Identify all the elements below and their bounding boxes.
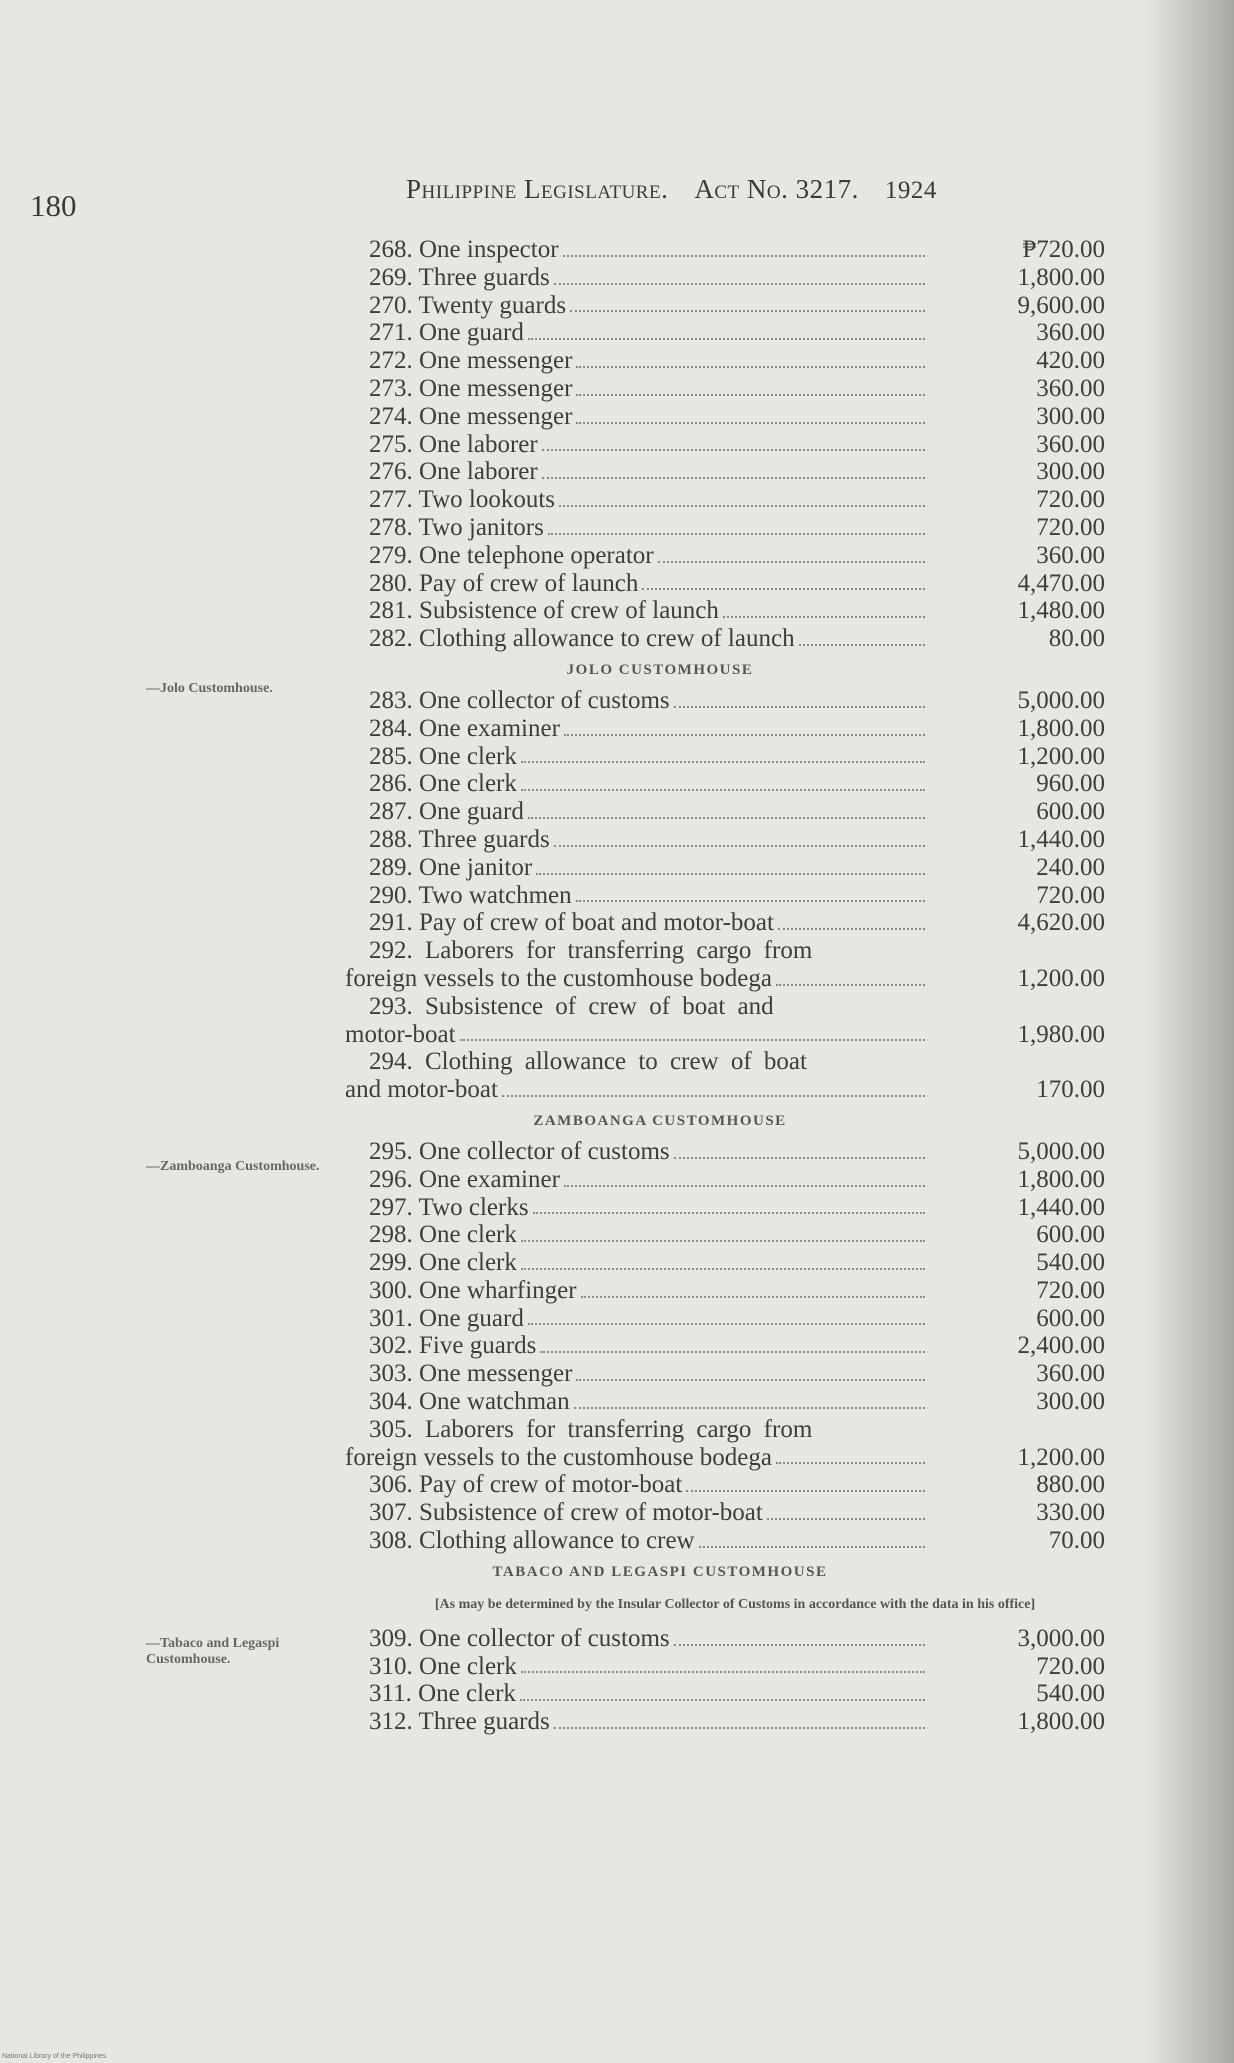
line-item <box>345 687 1125 715</box>
line-item-amount: 4,470.00 <box>1017 569 1105 597</box>
leader-dots <box>723 616 925 618</box>
line-item-label: 278. Two janitors <box>369 513 544 541</box>
leader-dots <box>542 449 925 451</box>
line-item-amount: 170.00 <box>1036 1076 1105 1104</box>
line-item-label: 296. One examiner <box>369 1165 560 1193</box>
line-item <box>345 798 1125 826</box>
line-item-label: 279. One telephone operator <box>369 541 654 569</box>
line-item-label: 271. One guard <box>369 319 524 347</box>
line-item <box>345 1305 1125 1333</box>
line-item-amount: 360.00 <box>1036 319 1105 347</box>
line-item-label: 283. One collector of customs <box>369 686 670 714</box>
section-title: TABACO AND LEGASPI CUSTOMHOUSE <box>492 1563 828 1580</box>
line-item-amount: 1,800.00 <box>1017 263 1105 291</box>
leader-dots <box>559 505 925 507</box>
line-item <box>345 597 1125 625</box>
line-item-label: 294. Clothing allowance to crew of boat <box>369 1048 807 1076</box>
line-item <box>345 1680 1125 1708</box>
line-item-amount: 1,440.00 <box>1017 825 1105 853</box>
line-item <box>345 1653 1125 1681</box>
header-act: Act No. 3217. <box>694 174 859 204</box>
leader-dots <box>460 1039 925 1041</box>
line-item-amount: 360.00 <box>1036 430 1105 458</box>
leader-dots <box>548 533 925 535</box>
leader-dots <box>576 422 925 424</box>
line-item <box>345 1221 1125 1249</box>
line-item-label: 286. One clerk <box>369 770 517 798</box>
line-item <box>345 1332 1125 1360</box>
line-item-amount: 720.00 <box>1036 1652 1105 1680</box>
leader-dots <box>767 1518 925 1520</box>
line-item-label: 312. Three guards <box>369 1708 550 1736</box>
section-title: ZAMBOANGA CUSTOMHOUSE <box>533 1112 787 1129</box>
line-item-amount: 360.00 <box>1036 1360 1105 1388</box>
line-item-label: 306. Pay of crew of motor-boat <box>369 1471 683 1499</box>
line-item-label: 280. Pay of crew of launch <box>369 569 639 597</box>
line-item-amount: 540.00 <box>1036 1680 1105 1708</box>
line-item-label-continued: foreign vessels to the customhouse bodega <box>345 1443 772 1471</box>
line-item-label: 309. One collector of customs <box>369 1624 670 1652</box>
page-edge-shadow <box>1144 0 1234 2063</box>
leader-dots <box>554 1727 925 1729</box>
line-item-label: 305. Laborers for transferring cargo from <box>369 1415 813 1443</box>
line-item-label: 293. Subsistence of crew of boat and <box>369 992 774 1020</box>
line-item <box>345 882 1125 910</box>
line-item-amount: 1,200.00 <box>1017 1443 1105 1471</box>
margin-note-jolo: —Jolo Customhouse. <box>146 681 273 696</box>
line-item-amount: 1,440.00 <box>1017 1193 1105 1221</box>
leader-dots <box>521 1671 925 1673</box>
line-item <box>345 458 1125 486</box>
line-item <box>345 1194 1125 1222</box>
line-item-label-continued: and motor-boat <box>345 1076 498 1104</box>
line-item <box>345 1388 1125 1416</box>
line-item-continued <box>345 1076 1125 1104</box>
line-item-amount: 300.00 <box>1036 1388 1105 1416</box>
line-item <box>345 1360 1125 1388</box>
line-item-label: 300. One wharfinger <box>369 1276 577 1304</box>
line-item-amount: 70.00 <box>1048 1527 1105 1555</box>
leader-dots <box>674 706 925 708</box>
leader-dots <box>778 928 925 930</box>
line-item <box>345 1471 1125 1499</box>
leader-dots <box>520 1699 925 1701</box>
appropriation-list <box>345 236 1125 1736</box>
line-item-continued <box>345 965 1125 993</box>
line-item-label: 303. One messenger <box>369 1360 573 1388</box>
line-item-label: 291. Pay of crew of boat and motor-boat <box>369 909 774 937</box>
leader-dots <box>674 1157 925 1159</box>
leader-dots <box>642 588 925 590</box>
line-item <box>345 1277 1125 1305</box>
leader-dots <box>554 845 925 847</box>
line-item <box>345 236 1125 264</box>
line-item-label: 281. Subsistence of crew of launch <box>369 597 719 625</box>
margin-note-tabaco: —Tabaco and Legaspi Customhouse. <box>146 1636 280 1667</box>
line-item-amount: 600.00 <box>1036 1221 1105 1249</box>
leader-dots <box>699 1546 925 1548</box>
leader-dots <box>528 338 925 340</box>
line-item-amount: 1,200.00 <box>1017 964 1105 992</box>
line-item-amount: 80.00 <box>1048 625 1105 653</box>
line-item-label-continued: foreign vessels to the customhouse bodega <box>345 964 772 992</box>
line-item <box>345 937 1125 965</box>
line-item-amount: 330.00 <box>1036 1499 1105 1527</box>
leader-dots <box>540 1351 925 1353</box>
line-item-amount: 5,000.00 <box>1017 1137 1105 1165</box>
line-item-label: 290. Two watchmen <box>369 881 572 909</box>
line-item-amount: 360.00 <box>1036 374 1105 402</box>
line-item <box>345 375 1125 403</box>
margin-note-zamboanga: —Zamboanga Customhouse. <box>146 1159 320 1174</box>
line-item <box>345 292 1125 320</box>
line-item-amount: 9,600.00 <box>1017 291 1105 319</box>
line-item-label: 274. One messenger <box>369 402 573 430</box>
line-item-amount: 960.00 <box>1036 770 1105 798</box>
line-item-amount: 240.00 <box>1036 853 1105 881</box>
leader-dots <box>528 817 925 819</box>
line-item-amount: 720.00 <box>1036 513 1105 541</box>
line-item-label: 269. Three guards <box>369 263 550 291</box>
line-item-label: 272. One messenger <box>369 347 573 375</box>
line-item-amount: 880.00 <box>1036 1471 1105 1499</box>
line-item <box>345 1249 1125 1277</box>
line-item-amount: 1,200.00 <box>1017 742 1105 770</box>
leader-dots <box>776 984 925 986</box>
line-item-amount: 1,800.00 <box>1017 714 1105 742</box>
leader-dots <box>536 873 925 875</box>
line-item-label: 299. One clerk <box>369 1249 517 1277</box>
line-item-amount: 3,000.00 <box>1017 1624 1105 1652</box>
line-item-label: 275. One laborer <box>369 430 538 458</box>
line-item-label: 307. Subsistence of crew of motor-boat <box>369 1499 763 1527</box>
leader-dots <box>521 761 925 763</box>
line-item-label: 270. Twenty guards <box>369 291 567 319</box>
leader-dots <box>521 789 925 791</box>
line-item-label: 292. Laborers for transferring cargo from <box>369 937 813 965</box>
line-item <box>345 542 1125 570</box>
section-title: JOLO CUSTOMHOUSE <box>566 661 754 678</box>
leader-dots <box>564 734 925 736</box>
leader-dots <box>581 1296 925 1298</box>
footer-credit: National Library of the Philippines <box>2 2053 107 2060</box>
leader-dots <box>563 255 925 257</box>
line-item-amount: 720.00 <box>1036 486 1105 514</box>
line-item <box>345 1048 1125 1076</box>
line-item <box>345 826 1125 854</box>
line-item <box>345 1527 1125 1555</box>
leader-dots <box>521 1268 925 1270</box>
line-item <box>345 570 1125 598</box>
line-item <box>345 514 1125 542</box>
leader-dots <box>799 644 925 646</box>
line-item-label: 268. One inspector <box>369 236 559 263</box>
line-item-label: 276. One laborer <box>369 458 538 486</box>
line-item <box>345 909 1125 937</box>
line-item-label: 310. One clerk <box>369 1652 517 1680</box>
line-item-label: 277. Two lookouts <box>369 486 555 514</box>
line-item <box>345 743 1125 771</box>
line-item-amount: 600.00 <box>1036 798 1105 826</box>
line-item-amount: 2,400.00 <box>1017 1332 1105 1360</box>
line-item <box>345 1138 1125 1166</box>
line-item <box>345 264 1125 292</box>
line-item-label: 304. One watchman <box>369 1388 570 1416</box>
line-item-amount: 300.00 <box>1036 402 1105 430</box>
line-item-label: 302. Five guards <box>369 1332 537 1360</box>
leader-dots <box>570 310 925 312</box>
line-item-amount: 5,000.00 <box>1017 686 1105 714</box>
page-number: 180 <box>30 188 77 223</box>
leader-dots <box>533 1212 925 1214</box>
line-item-amount: 1,800.00 <box>1017 1165 1105 1193</box>
line-item <box>345 431 1125 459</box>
line-item-amount: 1,800.00 <box>1017 1708 1105 1736</box>
line-item-amount: 4,620.00 <box>1017 909 1105 937</box>
line-item <box>345 1416 1125 1444</box>
header-legislature: Philippine Legislature. <box>406 174 669 204</box>
line-item-label: 287. One guard <box>369 798 524 826</box>
leader-dots <box>564 1185 925 1187</box>
line-item-label: 301. One guard <box>369 1304 524 1332</box>
line-item-label: 282. Clothing allowance to crew of launch <box>369 625 795 653</box>
line-item-continued <box>345 1021 1125 1049</box>
line-item-label: 295. One collector of customs <box>369 1137 670 1165</box>
section-note: [As may be determined by the Insular Collector of Customs in accordance with the data in his office] <box>434 1596 1036 1612</box>
line-item-label: 311. One clerk <box>369 1680 516 1708</box>
line-item <box>345 993 1125 1021</box>
header-year: 1924 <box>884 177 937 204</box>
leader-dots <box>576 366 925 368</box>
line-item-amount: 600.00 <box>1036 1304 1105 1332</box>
line-item <box>345 486 1125 514</box>
leader-dots <box>776 1462 925 1464</box>
leader-dots <box>576 1379 925 1381</box>
line-item-amount: ₱720.00 <box>1022 236 1105 263</box>
line-item-amount: 720.00 <box>1036 881 1105 909</box>
leader-dots <box>576 900 925 902</box>
line-item <box>345 625 1125 653</box>
line-item-label: 308. Clothing allowance to crew <box>369 1527 695 1555</box>
line-item <box>345 1499 1125 1527</box>
line-item-label: 298. One clerk <box>369 1221 517 1249</box>
line-item-amount: 1,480.00 <box>1017 597 1105 625</box>
line-item-label: 285. One clerk <box>369 742 517 770</box>
line-item <box>345 715 1125 743</box>
line-item <box>345 1166 1125 1194</box>
line-item-amount: 420.00 <box>1036 347 1105 375</box>
line-item-label-continued: motor-boat <box>345 1020 456 1048</box>
leader-dots <box>521 1240 925 1242</box>
leader-dots <box>542 477 925 479</box>
line-item-label: 297. Two clerks <box>369 1193 529 1221</box>
line-item-amount: 360.00 <box>1036 541 1105 569</box>
line-item <box>345 319 1125 347</box>
leader-dots <box>528 1323 925 1325</box>
leader-dots <box>686 1490 925 1492</box>
running-header <box>406 174 937 205</box>
leader-dots <box>554 283 925 285</box>
line-item-label: 284. One examiner <box>369 714 560 742</box>
line-item-label: 273. One messenger <box>369 374 573 402</box>
leader-dots <box>576 394 925 396</box>
leader-dots <box>502 1095 925 1097</box>
leader-dots <box>574 1407 925 1409</box>
line-item-amount: 720.00 <box>1036 1276 1105 1304</box>
line-item <box>345 770 1125 798</box>
line-item-continued <box>345 1444 1125 1472</box>
line-item <box>345 854 1125 882</box>
leader-dots <box>674 1644 925 1646</box>
line-item-amount: 540.00 <box>1036 1249 1105 1277</box>
leader-dots <box>658 561 925 563</box>
line-item <box>345 347 1125 375</box>
line-item-amount: 300.00 <box>1036 458 1105 486</box>
line-item <box>345 403 1125 431</box>
line-item <box>345 1625 1125 1653</box>
line-item <box>345 1708 1125 1736</box>
line-item-label: 289. One janitor <box>369 853 533 881</box>
line-item-amount: 1,980.00 <box>1017 1020 1105 1048</box>
line-item-label: 288. Three guards <box>369 825 550 853</box>
